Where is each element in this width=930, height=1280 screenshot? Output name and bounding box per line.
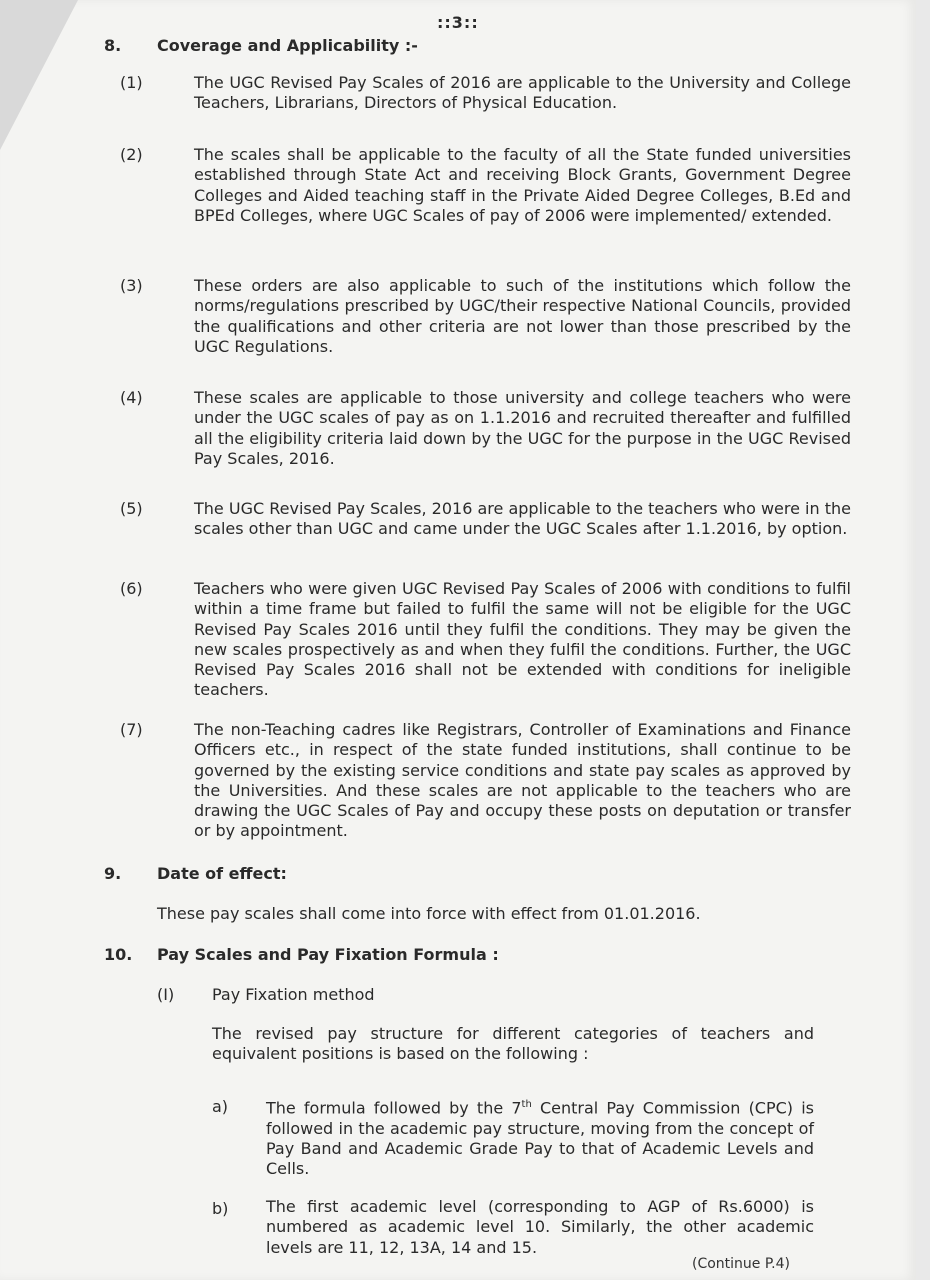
fixation-intro: The revised pay structure for different categories of teachers and equivalent positions is based on the following : bbox=[212, 1024, 814, 1064]
item-3: (3) These orders are also applicable to such of the institutions which follow the norms/regulations prescribed by UGC/their respective National Councils, provided the qualifications and other criteria are not lower than those prescribed by the UGC Regulations. bbox=[120, 276, 851, 356]
section-9-body: These pay scales shall come into force with effect from 01.01.2016. bbox=[157, 904, 701, 923]
fixation-title: Pay Fixation method bbox=[212, 985, 375, 1004]
section-10-title: Pay Scales and Pay Fixation Formula : bbox=[157, 945, 499, 964]
section-10-number: 10. bbox=[104, 945, 133, 964]
section-9-title: Date of effect: bbox=[157, 864, 287, 883]
section-9-number: 9. bbox=[104, 864, 122, 883]
item-1: (1) The UGC Revised Pay Scales of 2016 are applicable to the University and College Teachers, Librarians, Directors of Physical Education. bbox=[120, 73, 851, 113]
item-4: (4) These scales are applicable to those university and college teachers who were under the UGC scales of pay as on 1.1.2016 and recruited thereafter and fulfilled all the eligibility criteria laid down by the UGC for the purpose in the UGC Revised Pay Scales, 2016. bbox=[120, 388, 851, 468]
continue-note: (Continue P.4) bbox=[692, 1256, 790, 1272]
item-6: (6) Teachers who were given UGC Revised Pay Scales of 2006 with conditions to fulfil within a time frame but failed to fulfil the same will not be eligible for the UGC Revised Pay Scales 2016 until they fulfil the conditions. They may be given the new scales prospectively as and when they fulfil the conditions. Further, the UGC Revised Pay Scales 2016 shall not be extended with conditions for ineligible teachers. bbox=[120, 579, 851, 700]
point-b-text: The first academic level (corresponding to AGP of Rs.6000) is numbered as academic level 10. Similarly, the other academic levels are 11, 12, 13A, 14 and 15. bbox=[266, 1197, 814, 1257]
point-b-label: b) bbox=[212, 1199, 229, 1218]
section-8-number: 8. bbox=[104, 36, 122, 55]
section-8-title: Coverage and Applicability :- bbox=[157, 36, 418, 55]
item-2: (2) The scales shall be applicable to the faculty of all the State funded universities established through State Act and receiving Block Grants, Government Degree Colleges and Aided teaching staff in the Private Aided Degree Colleges, B.Ed and BPEd Colleges, where UGC Scales of pay of 2006 were implemented/ extended. bbox=[120, 145, 851, 225]
item-7: (7) The non-Teaching cadres like Registrars, Controller of Examinations and Finance Officers etc., in respect of the state funded institutions, shall continue to be governed by the existing service conditions and state pay scales as approved by the Universities. And these scales are not applicable to the teachers who are drawing the UGC Scales of Pay and occupy these posts on deputation or transfer or by appointment. bbox=[120, 720, 851, 841]
page-number: ::3:: bbox=[437, 13, 479, 32]
point-a-label: a) bbox=[212, 1097, 229, 1116]
fixation-label: (I) bbox=[157, 985, 175, 1004]
folded-corner bbox=[0, 0, 78, 150]
item-5: (5) The UGC Revised Pay Scales, 2016 are applicable to the teachers who were in the scales other than UGC and came under the UGC Scales after 1.1.2016, by option. bbox=[120, 499, 851, 539]
point-a-text: The formula followed by the 7th Central Pay Commission (CPC) is followed in the academic pay structure, moving from the concept of Pay Band and Academic Grade Pay to that of Academic Levels and Cells. bbox=[266, 1098, 814, 1179]
